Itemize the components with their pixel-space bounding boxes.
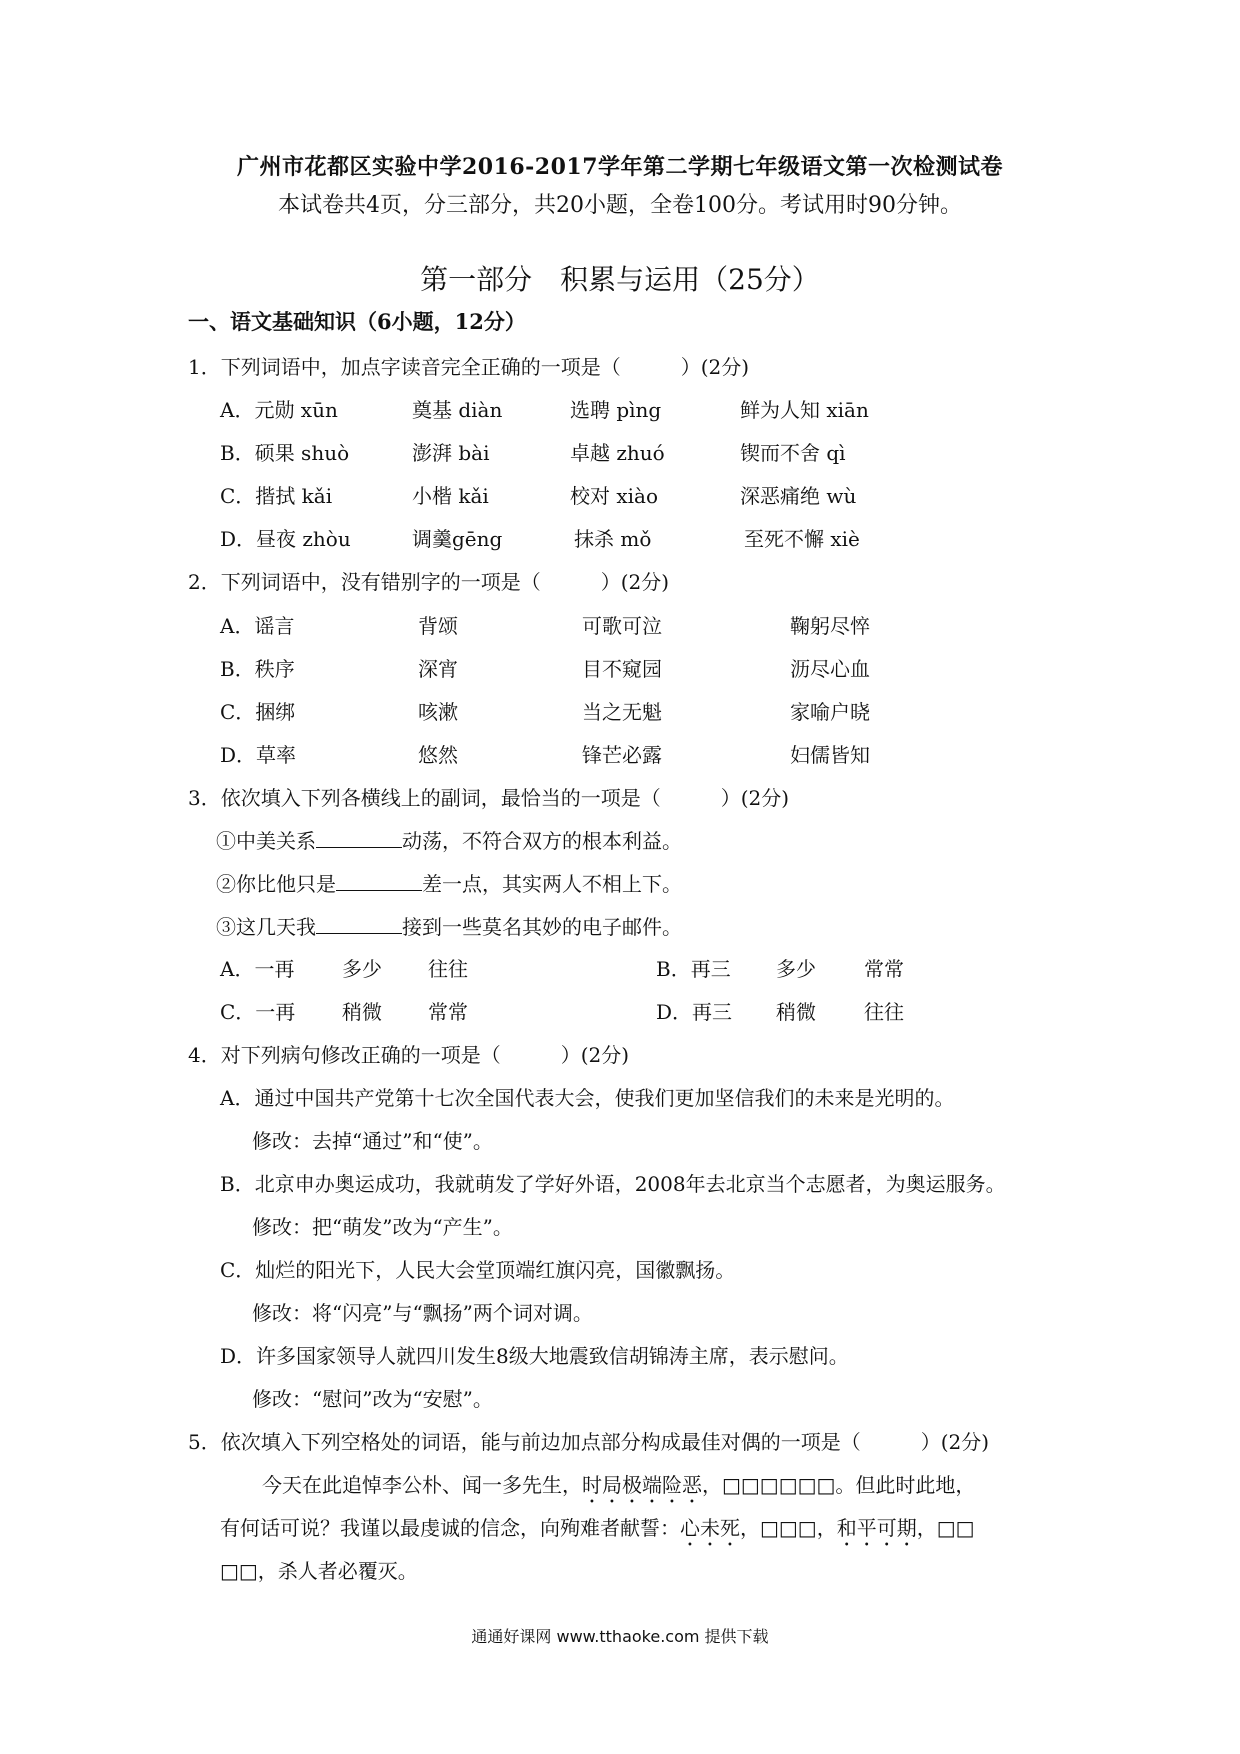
q3-d-word-1: D．再三: [656, 1000, 733, 1024]
q5-text: ，□□: [916, 1516, 975, 1540]
q5-text: 有何话可说？我谨以最虔诚的信念，向殉难者献誓：: [220, 1516, 680, 1540]
q2-b-word-1: B．秩序: [220, 657, 295, 681]
exam-title: 广州市花都区实验中学2016-2017学年第二学期七年级语文第一次检测试卷: [236, 154, 1004, 180]
q2-a-word-2: 背颂: [418, 614, 458, 638]
exam-subtitle: 本试卷共4页，分三部分，共20小题，全卷100分。考试用时90分钟。: [278, 193, 962, 218]
q5-text: ，□□□，: [740, 1516, 837, 1540]
q5-passage-line-1: [262, 1469, 975, 1508]
q3-line-2-pre: ②你比他只是: [216, 872, 336, 896]
q1-c-word-1: C．揩拭 kǎi: [220, 484, 333, 508]
q1-a-word-1: A．元勋 xūn: [220, 398, 338, 422]
q2-b-word-3: 目不窥园: [582, 657, 662, 681]
q2-a-word-4: 鞠躬尽悴: [790, 614, 870, 638]
q4-option-b: B．北京申办奥运成功，我就萌发了学好外语，2008年去北京当个志愿者，为奥运服务。: [220, 1172, 1006, 1196]
q4-option-a: A．通过中国共产党第十七次全国代表大会，使我们更加坚信我们的未来是光明的。: [220, 1086, 955, 1110]
q2-d-word-4: 妇儒皆知: [790, 743, 870, 767]
q2-c-word-2: 咳漱: [418, 700, 458, 724]
q3-line-3: [216, 911, 682, 940]
q4-option-c: C．灿烂的阳光下，人民大会堂顶端红旗闪亮，国徽飘扬。: [220, 1258, 736, 1282]
q3-a-word-2: 多少: [342, 957, 382, 981]
q3-c-word-1: C．一再: [220, 1000, 296, 1024]
q1-c-word-3: 校对 xiào: [570, 484, 658, 508]
q2-d-word-3: 锋芒必露: [582, 743, 662, 767]
question-5-stem: 5．依次填入下列空格处的词语，能与前边加点部分构成最佳对偶的一项是（ ）(2分): [188, 1430, 990, 1454]
q3-a-word-3: 往往: [428, 957, 468, 981]
q1-b-word-4: 锲而不舍 qì: [740, 441, 846, 465]
q2-b-word-4: 沥尽心血: [790, 657, 870, 681]
footer-source: 通通好课网 www.tthaoke.com 提供下载: [471, 1627, 769, 1646]
q1-d-word-2: 调羹gēng: [412, 527, 503, 551]
q5-dotted-phrase: 时局极端险恶: [582, 1473, 702, 1497]
q4-option-c-fix: 修改：将“闪亮”与“飘扬”两个词对调。: [252, 1301, 593, 1325]
q3-c-word-2: 稍微: [342, 1000, 382, 1024]
q1-c-word-4: 深恶痛绝 wù: [740, 484, 857, 508]
q3-b-word-1: B．再三: [656, 957, 731, 981]
answer-blank[interactable]: [316, 829, 402, 848]
q3-line-2-post: 差一点，其实两人不相上下。: [422, 872, 682, 896]
q5-dotted-phrase: 和平可期: [836, 1516, 917, 1540]
q1-b-word-1: B．硕果 shuò: [220, 441, 350, 465]
question-4-stem: 4．对下列病句修改正确的一项是（ ）(2分): [188, 1043, 630, 1067]
q2-d-word-2: 悠然: [418, 743, 458, 767]
q2-c-word-3: 当之无魁: [582, 700, 662, 724]
q4-option-b-fix: 修改：把“萌发”改为“产生”。: [252, 1215, 513, 1239]
part-title: 第一部分 积累与运用（25分）: [420, 263, 820, 296]
q5-text: 今天在此追悼李公朴、闻一多先生，: [262, 1473, 582, 1497]
q1-a-word-3: 选聘 pìng: [570, 398, 662, 422]
q5-passage-line-2: [220, 1512, 975, 1551]
q5-passage-line-3: □□，杀人者必覆灭。: [220, 1559, 418, 1583]
q3-b-word-2: 多少: [776, 957, 816, 981]
q2-c-word-4: 家喻户晓: [790, 700, 870, 724]
q3-line-1-post: 动荡，不符合双方的根本利益。: [402, 829, 682, 853]
q2-b-word-2: 深宵: [418, 657, 458, 681]
q2-a-word-3: 可歌可泣: [582, 614, 662, 638]
q1-option-a: [220, 394, 338, 423]
q3-line-1: [216, 825, 682, 854]
answer-blank[interactable]: [316, 915, 402, 934]
answer-blank[interactable]: [336, 872, 422, 891]
q4-option-d: D．许多国家领导人就四川发生8级大地震致信胡锦涛主席，表示慰问。: [220, 1344, 849, 1368]
q1-b-word-2: 澎湃 bài: [412, 441, 490, 465]
q1-a-word-2: 奠基 diàn: [412, 398, 503, 422]
q3-d-word-2: 稍微: [776, 1000, 816, 1024]
q3-line-1-pre: ①中美关系: [216, 829, 316, 853]
q2-a-word-1: A．谣言: [220, 614, 295, 638]
question-1-stem: 1．下列词语中，加点字读音完全正确的一项是（ ）(2分): [188, 355, 750, 379]
q1-d-word-4: 至死不懈 xiè: [744, 527, 860, 551]
q1-a-word-4: 鲜为人知 xiān: [740, 398, 869, 422]
question-2-stem: 2．下列词语中，没有错别字的一项是（ ）(2分): [188, 570, 670, 594]
q3-line-2: [216, 868, 682, 897]
q4-option-a-fix: 修改：去掉“通过”和“使”。: [252, 1129, 493, 1153]
q1-d-word-1: D．昼夜 zhòu: [220, 527, 351, 551]
q2-c-word-1: C．捆绑: [220, 700, 296, 724]
q3-c-word-3: 常常: [428, 1000, 468, 1024]
q2-d-word-1: D．草率: [220, 743, 297, 767]
q3-a-word-1: A．一再: [220, 957, 295, 981]
q3-line-3-post: 接到一些莫名其妙的电子邮件。: [402, 915, 682, 939]
q1-b-word-3: 卓越 zhuó: [570, 441, 665, 465]
q3-d-word-3: 往往: [864, 1000, 904, 1024]
section-title: 一、语文基础知识（6小题，12分）: [188, 309, 526, 334]
q1-d-word-3: 抹杀 mǒ: [574, 527, 652, 551]
q5-dotted-phrase: 心未死: [680, 1516, 740, 1540]
q1-c-word-2: 小楷 kǎi: [412, 484, 489, 508]
q3-b-word-3: 常常: [864, 957, 904, 981]
q4-option-d-fix: 修改：“慰问”改为“安慰”。: [252, 1387, 493, 1411]
q5-text: ，□□□□□□。但此时此地，: [702, 1473, 976, 1497]
question-3-stem: 3．依次填入下列各横线上的副词，最恰当的一项是（ ）(2分): [188, 786, 790, 810]
q3-line-3-pre: ③这几天我: [216, 915, 316, 939]
